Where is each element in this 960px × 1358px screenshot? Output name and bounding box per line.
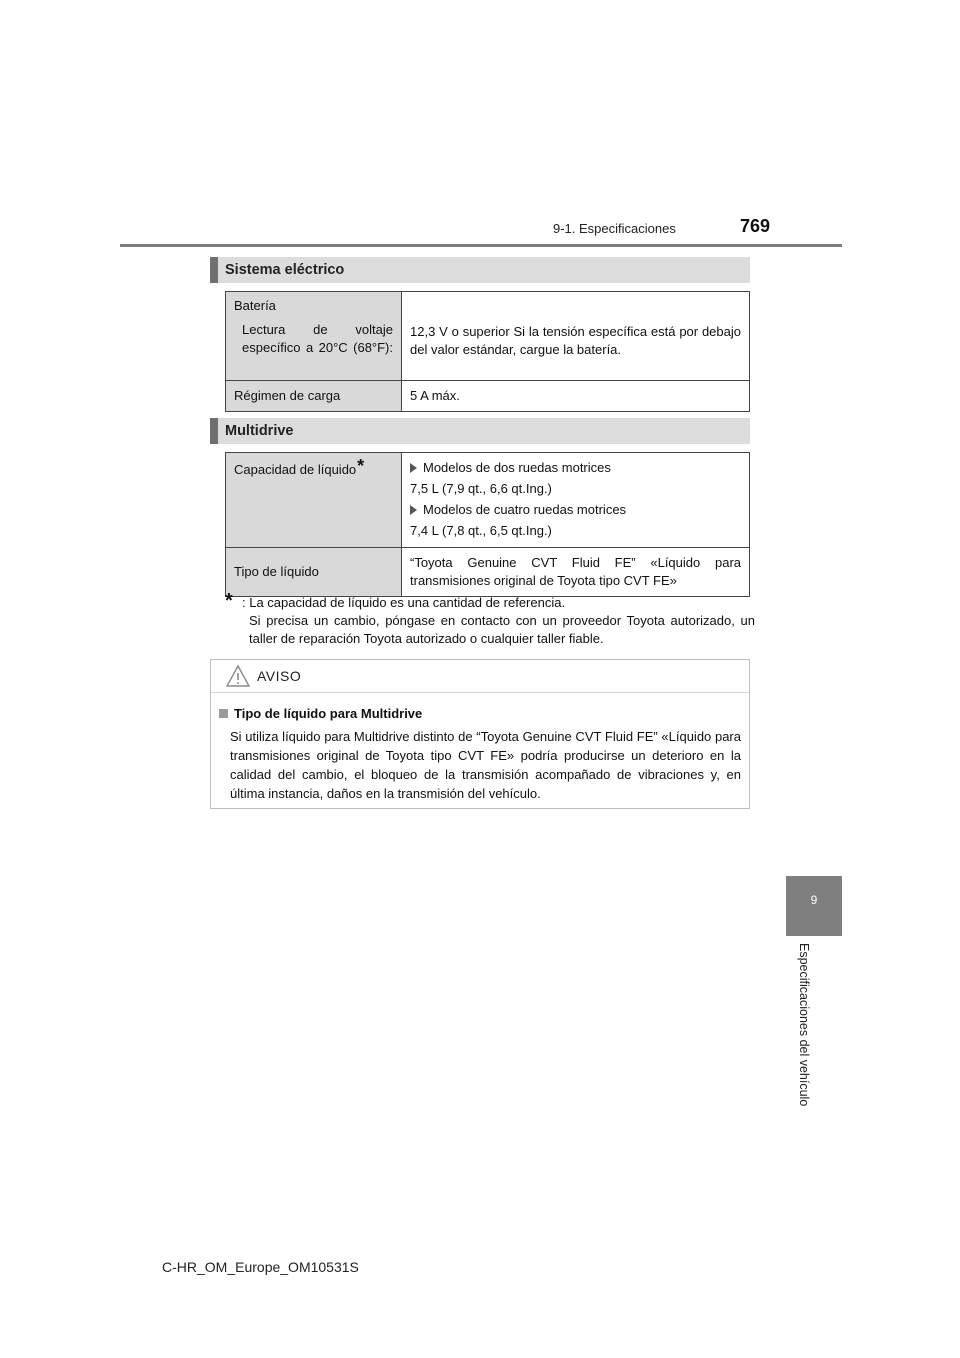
- page-number: 769: [740, 216, 771, 236]
- triangle-bullet-icon: [410, 463, 417, 473]
- footnote-line-1: : La capacidad de líquido es una cantidad de referencia.: [242, 595, 566, 610]
- document-id: C-HR_OM_Europe_OM10531S: [162, 1259, 359, 1275]
- fluid-type-label-cell: [226, 548, 402, 597]
- table-row: [226, 381, 750, 412]
- table-row: [226, 453, 750, 548]
- warning-box: [210, 659, 750, 809]
- asterisk-mark: *: [357, 456, 365, 476]
- warning-title: AVISO: [257, 668, 302, 684]
- header-rule: [120, 244, 842, 247]
- voltage-value: 12,3 V o superior Si la tensión específica está por debajo del valor estándar, cargue la batería.: [410, 324, 741, 357]
- fluid-type-label: Tipo de líquido: [234, 564, 319, 579]
- section-bar-electrical: [210, 257, 750, 283]
- charge-label-cell: [226, 381, 402, 412]
- multidrive-spec-table: [225, 452, 750, 597]
- fluid-type-value: “Toyota Genuine CVT Fluid FE” «Líquido para transmisiones original de Toyota tipo CVT FE»: [410, 555, 741, 588]
- warning-triangle-icon: [225, 664, 251, 693]
- capacity-label: Capacidad de líquido: [234, 462, 357, 477]
- four-wd-value: 7,4 L (7,8 qt., 6,5 qt.Ing.): [410, 523, 552, 538]
- chapter-tab[interactable]: [786, 876, 842, 936]
- footnote-line-2: Si precisa un cambio, póngase en contacto con un proveedor Toyota autorizado, un taller de reparación Toyota autorizado o cualquier taller fiable.: [249, 613, 755, 646]
- section-heading: Sistema eléctrico: [225, 262, 345, 278]
- voltage-label: Lectura de voltaje específico a 20°C (68°F):: [242, 322, 393, 355]
- warning-item-title: Tipo de líquido para Multidrive: [234, 706, 423, 721]
- warning-header: [211, 660, 749, 693]
- footnote: [225, 590, 755, 648]
- four-wd-label: Modelos de cuatro ruedas motrices: [423, 502, 627, 517]
- charge-value: 5 A máx.: [410, 388, 460, 403]
- fluid-type-value-cell: [402, 548, 750, 597]
- electrical-spec-table: [225, 291, 750, 412]
- table-row: [226, 292, 750, 381]
- square-bullet-icon: [219, 709, 228, 718]
- table-row: [226, 548, 750, 597]
- warning-body: [219, 704, 741, 803]
- chapter-number: 9: [810, 893, 818, 907]
- charge-label: Régimen de carga: [234, 388, 341, 403]
- chapter-label: Especificaciones del vehículo: [797, 943, 811, 1107]
- capacity-value-cell: [402, 453, 750, 548]
- section-title: 9-1. Especificaciones: [553, 221, 676, 236]
- battery-label-cell: [226, 292, 402, 381]
- battery-label: Batería: [234, 298, 276, 313]
- two-wd-value: 7,5 L (7,9 qt., 6,6 qt.Ing.): [410, 481, 552, 496]
- footnote-mark: *: [225, 590, 233, 612]
- section-heading: Multidrive: [225, 423, 294, 439]
- triangle-bullet-icon: [410, 505, 417, 515]
- capacity-label-cell: [226, 453, 402, 548]
- charge-value-cell: [402, 381, 750, 412]
- two-wd-label: Modelos de dos ruedas motrices: [423, 460, 611, 475]
- warning-item-text: Si utiliza líquido para Multidrive distinto de “Toyota Genuine CVT Fluid FE” «Líquido para transmisiones original de Toyota tipo CVT FE» podría producirse un deterioro en la calidad del cambio, el bloqueo de la transmisión acompañado de vibraciones y, en última instancia, daños en la transmisión del vehículo.: [230, 729, 741, 801]
- section-bar-multidrive: [210, 418, 750, 444]
- voltage-value-cell: [402, 292, 750, 381]
